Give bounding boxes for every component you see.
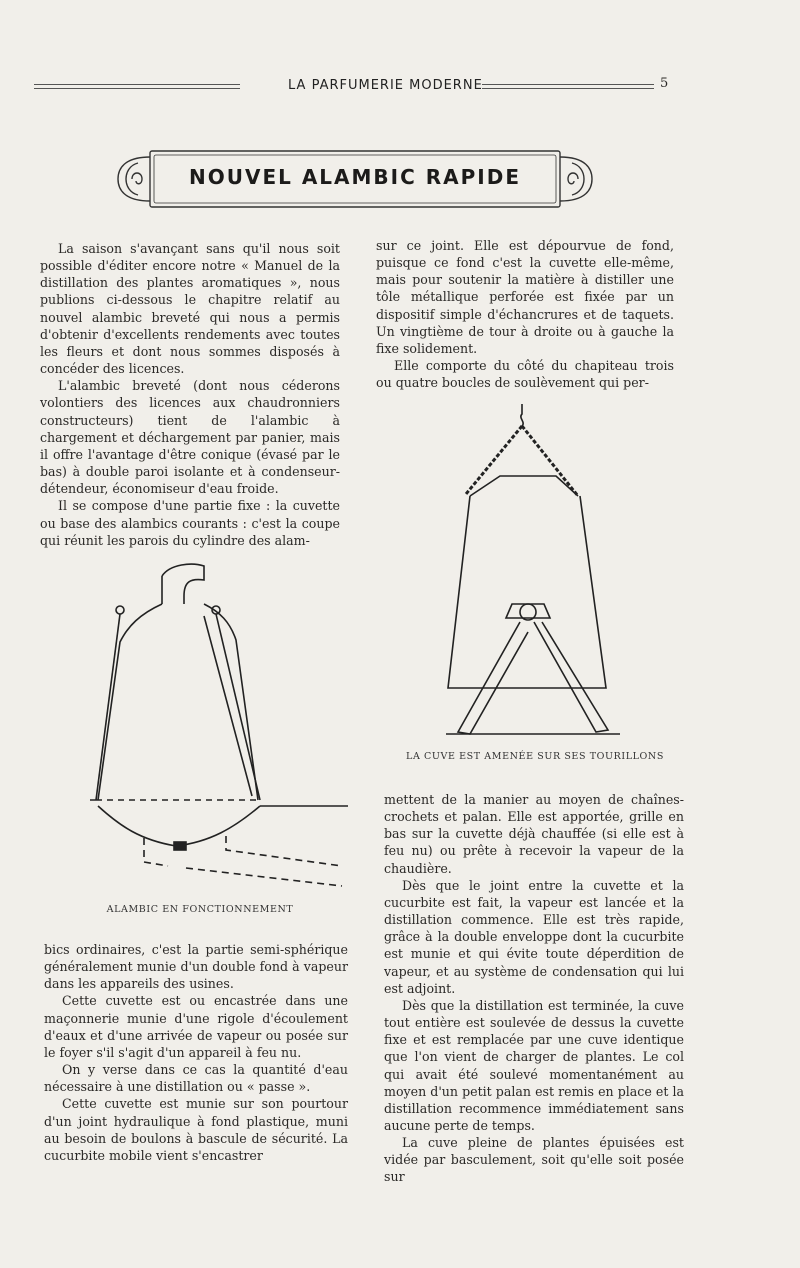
figure-caption-left: ALAMBIC EN FONCTIONNEMENT bbox=[106, 904, 294, 915]
column-right-top bbox=[376, 237, 674, 391]
page-number: 5 bbox=[660, 76, 669, 91]
figure-alambic-operating bbox=[80, 556, 350, 896]
article-title-frame bbox=[110, 143, 600, 215]
journal-title: LA PARFUMERIE MODERNE bbox=[288, 78, 483, 93]
cuve-illustration bbox=[430, 400, 630, 740]
paragraph: On y verse dans ce cas la quantité d'eau nécessaire à une distillation ou « passe ». bbox=[44, 1062, 348, 1095]
paragraph: La cuve pleine de plantes épuisées est vidée par basculement, soit qu'elle soit posée sur bbox=[384, 1135, 684, 1185]
header-rule-left bbox=[34, 84, 240, 89]
paragraph: mettent de la manier au moyen de chaînes-crochets et palan. Elle est apportée, grille en bas sur la cuvette déjà chauffée (si elle est à feu nu) ou prête à recevoir la vapeur de la chaudière. bbox=[384, 792, 684, 876]
paragraph: Il se compose d'une partie fixe : la cuvette ou base des alambics courants : c'est la coupe qui réunit les parois du cylindre des alam- bbox=[40, 498, 340, 548]
header-rule-right bbox=[482, 84, 654, 89]
running-head bbox=[34, 76, 674, 96]
article-title: NOUVEL ALAMBIC RAPIDE bbox=[189, 165, 521, 189]
paragraph: Dès que la distillation est terminée, la cuve tout entière est soulevée de dessus la cuvette fixe et est remplacée par une cuve identique que l'on vient de charger de plantes. Le col qui avait été soulevé momentanément au moyen d'un petit palan est remis en place et la distillation recommence immédiatement sans aucune perte de temps. bbox=[384, 997, 684, 1133]
paragraph: Elle comporte du côté du chapiteau trois ou quatre boucles de soulèvement qui per- bbox=[376, 358, 674, 391]
column-left-bottom bbox=[44, 941, 348, 1164]
paragraph: La saison s'avançant sans qu'il nous soit possible d'éditer encore notre « Manuel de la distillation des plantes aromatiques », nous publions ci-dessous le chapitre relatif au nouvel alambic breveté qui nous a permis d'obtenir d'excellents rendements avec toutes les fleurs et dont nous sommes disposés à concéder des licences. bbox=[40, 241, 340, 377]
column-left-top bbox=[40, 240, 340, 549]
paragraph: Cette cuvette est ou encastrée dans une maçonnerie munie d'une rigole d'écoulement d'eaux et d'une arrivée de vapeur ou posée sur le foyer s'il s'agit d'un appareil à feu nu. bbox=[44, 993, 348, 1060]
paragraph: bics ordinaires, c'est la partie semi-sphérique généralement munie d'un double fond à vapeur dans les appareils des usines. bbox=[44, 942, 348, 992]
paragraph: L'alambic breveté (dont nous céderons volontiers des licences aux chaudronniers constructeurs) tient de l'alambic à chargement et déchargement par panier, mais il offre l'avantage d'être conique (évasé par le bas) à double paroi isolante et à condenseur-détendeur, économiseur d'eau froide. bbox=[40, 378, 340, 497]
figure-caption-right: LA CUVE EST AMENÉE SUR SES TOURILLONS bbox=[406, 751, 664, 762]
paragraph: sur ce joint. Elle est dépourvue de fond, puisque ce fond c'est la cuvette elle-même, mais pour soutenir la matière à distiller une tôle métallique perforée est fixée par un dispositif simple d'échancrures et de taquets. Un vingtième de tour à droite ou à gauche la fixe solidement. bbox=[376, 238, 674, 356]
figure-cuve-trunnions bbox=[430, 400, 630, 740]
alambic-illustration bbox=[80, 556, 350, 896]
column-right-bottom bbox=[384, 791, 684, 1186]
paragraph: Cette cuvette est munie sur son pourtour d'un joint hydraulique à fond plastique, muni au besoin de boulons à bascule de sécurité. La cucurbite mobile vient s'encastrer bbox=[44, 1096, 348, 1163]
paragraph: Dès que le joint entre la cuvette et la cucurbite est fait, la vapeur est lancée et la distillation commence. Elle est très rapide, grâce à la double enveloppe dont la cucurbite est munie et qui évite toute déperdition de vapeur, et au système de condensation qui lui est adjoint. bbox=[384, 877, 684, 996]
